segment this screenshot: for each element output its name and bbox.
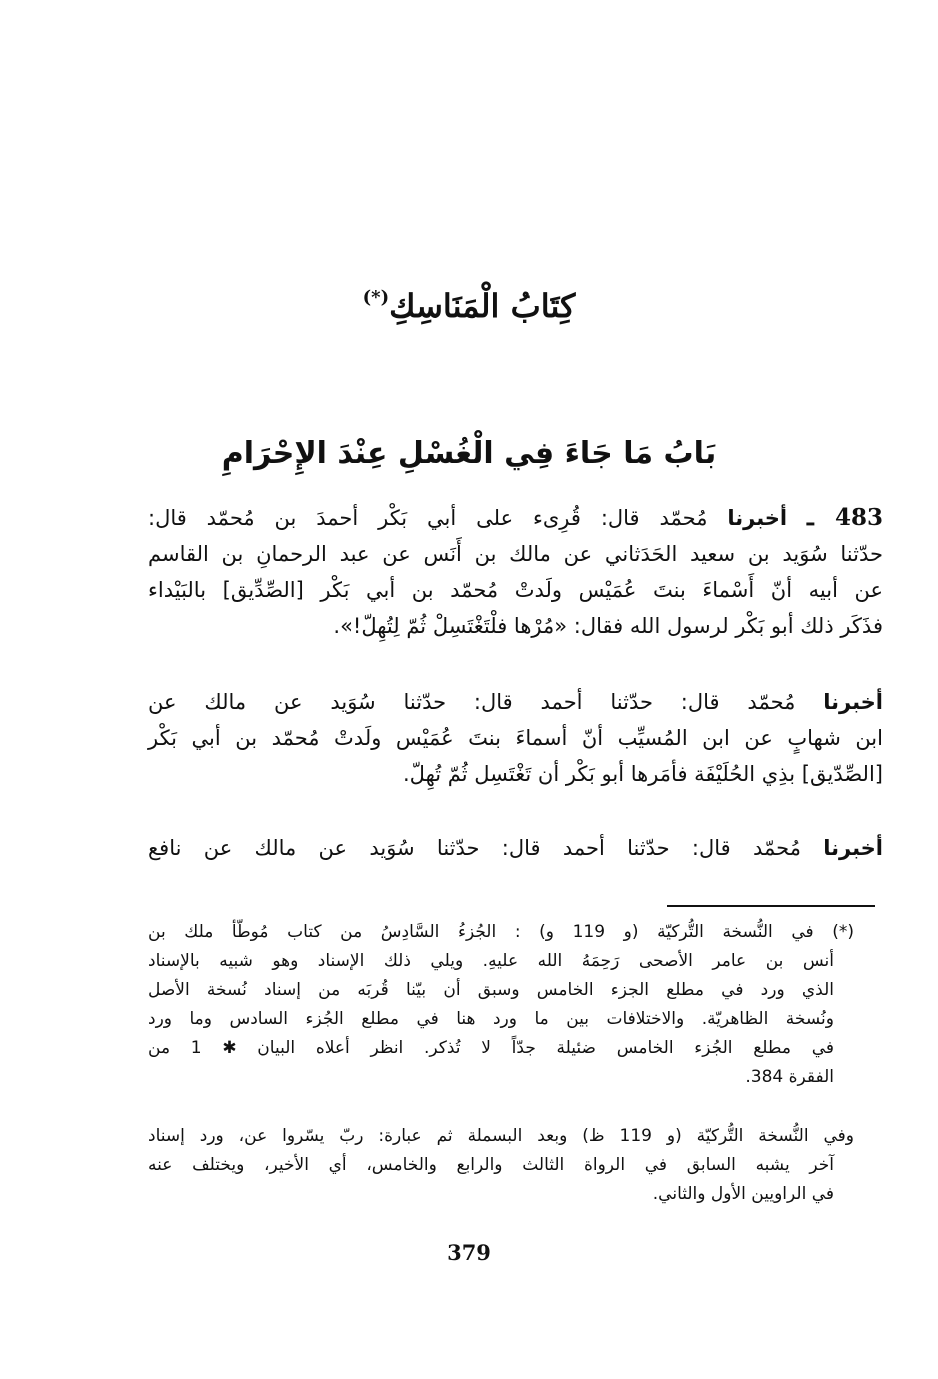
- hadith-483: [148, 500, 883, 644]
- footnote-line: وفي النُّسخة التُّركيّة (و 119 ظ) وبعد البسملة ثم عبارة: ربّ يسّروا عن، ورد إسناد: [148, 1126, 854, 1146]
- narration-opening: أخبرنا: [823, 690, 883, 714]
- narration-text: مُحمّد قال: حدّثنا أحمد قال: حدّثنا سُوَيد عن مالك عن نافع: [148, 836, 801, 860]
- footnote-line: في الراويين الأول والثاني.: [652, 1184, 834, 1204]
- hadith-opening: أخبرنا: [727, 506, 788, 530]
- text-line: فذَكَر ذلك أبو بَكْر لرسول الله فقال: «مُرْها فلْتَغْتَسِلْ ثُمّ لِتُهِلّ!».: [333, 614, 883, 638]
- page-number: 379: [447, 1240, 491, 1265]
- footnote-line: الفقرة 384.: [745, 1067, 834, 1087]
- text-line: عن أبيه أنّ أَسْماءَ بنتَ عُمَيْس ولَدتْ مُحمّد بن أبي بَكْر [الصِّدِّيق] بالبَيْداء: [148, 578, 883, 602]
- text-line: [148, 830, 883, 866]
- text-line: [148, 500, 883, 536]
- footnote-line: في مطلع الجُزء الخامس ضئيلة جدّاً لا تُذكر. انظر أعلاه البيان ✱ 1 من: [148, 1038, 835, 1058]
- footnote-marker: (*): [362, 287, 390, 308]
- narration-3: [148, 830, 883, 866]
- narration-opening: أخبرنا: [823, 836, 883, 860]
- footnote-divider: [667, 905, 875, 907]
- chapter-title: بَابُ مَا جَاءَ فِي الْغُسْلِ عِنْدَ الإِحْرَامِ: [221, 436, 717, 471]
- text-line: [148, 684, 883, 720]
- narration-2: [148, 684, 883, 792]
- text-line: حدّثنا سُوَيد بن سعيد الحَدَثاني عن مالك بن أَنَس عن عبد الرحمانِ بن القاسم: [148, 542, 883, 566]
- footnote-line: أنس بن عامر الأصحى رَحِمَهُ الله عليهِ. ويلي ذلك الإسناد وهو شبيه بالإسناد: [148, 951, 834, 971]
- book-title-text: كِتَابُ الْمَنَاسِكِ: [389, 287, 576, 325]
- footnote-line: (*) في النُّسخة التُّركيّة (و 119 و) : الجُزءُ السَّادِسُ من كتاب مُوطّأ ملك بن: [148, 922, 854, 942]
- hadith-text: مُحمّد قال: قُرِىء على أبي بَكْر أحمدَ بن مُحمّد قال:: [148, 506, 708, 530]
- footnote-line: الذي ورد في مطلع الجزء الخامس وسبق أن بيّنا قُربَه من إسناد نُسخة الأصل: [148, 980, 834, 1000]
- footnote-1: [148, 918, 854, 1092]
- narration-text: مُحمّد قال: حدّثنا أحمد قال: حدّثنا سُوَيد عن مالك عن: [148, 690, 796, 714]
- hadith-number: 483 ـ: [807, 504, 884, 531]
- footnote-line: ونُسخة الظاهريّة. والاختلافات بين ما ورد هنا في مطلع الجُزء السادس وما ورد: [148, 1009, 834, 1029]
- footnote-line: آخر يشبه السابق في الرواة الثالث والرابع والخامس، أي الأخير، ويختلف عنه: [148, 1155, 834, 1175]
- text-line: ابن شهابٍ عن ابن المُسيِّب أنّ أسماءَ بنتَ عُمَيْس ولَدتْ مُحمّد بن أبي بَكْر: [148, 726, 883, 750]
- footnote-2: [148, 1122, 854, 1209]
- book-title: [0, 268, 938, 336]
- text-line: [الصِّدّيق] بذِي الحُلَيْفَة فأمَرها أبو بَكْر أن تَغْتَسِل ثُمّ تُهِلّ.: [403, 762, 883, 786]
